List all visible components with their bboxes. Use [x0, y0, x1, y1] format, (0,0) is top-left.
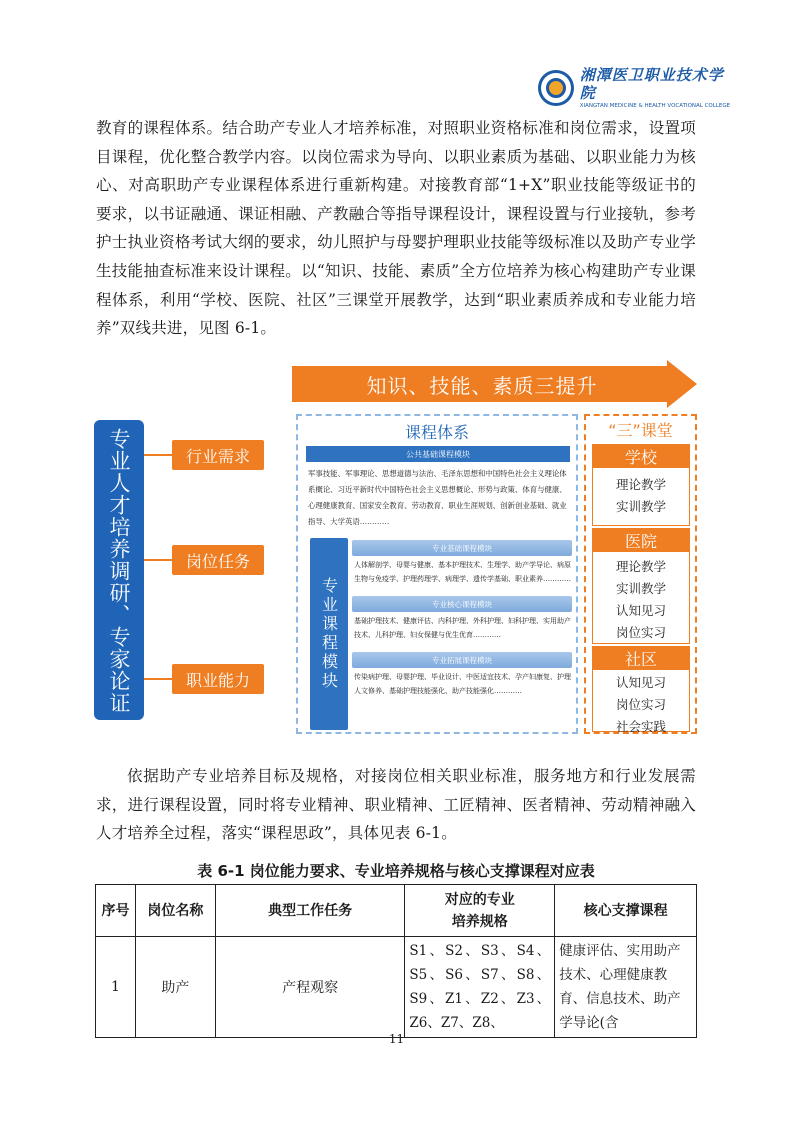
header-core: 核心支撑课程: [555, 885, 697, 937]
module-basic-text: 人体解剖学、母婴与健康、基本护理技术、生理学、助产学导论、病原生物与免疫学、护理药理学、病理学、遗传学基础、职业素养…………: [354, 561, 571, 583]
classroom-community-list: [592, 670, 690, 732]
course-system-box: [296, 414, 578, 734]
list-item: 社会实践: [615, 719, 666, 734]
body-paragraph-2: 依据助产专业培养目标及规格，对接岗位相关职业标准，服务地方和行业发展需求，进行课程设置，同时将专业精神、职业精神、工匠精神、医者精神、劳动精神融入人才培养全过程，落实“课程思政”，具体见表 6-1。: [96, 767, 696, 843]
figure-6-1: [92, 360, 702, 745]
correspondence-table: [95, 884, 697, 1038]
list-item: 实训教学: [615, 581, 666, 596]
table-header-row: [96, 885, 697, 937]
list-item: 理论教学: [615, 477, 666, 492]
research-bar: [94, 420, 144, 720]
arrow-label: 知识、技能、素质三提升: [366, 373, 598, 398]
college-name-en: XIANGTAN MEDICINE & HEALTH VOCATIONAL COLLEGE: [579, 103, 731, 109]
college-name-cn: 湘潭医卫职业技术学院: [579, 66, 724, 102]
classroom-school-list: [592, 468, 690, 526]
college-seal-icon: [538, 70, 574, 106]
college-logo: [538, 66, 738, 110]
module-core-text: 基础护理技术、健康评估、内科护理、外科护理、妇科护理、实用助产技术、儿科护理、妇女保健与优生优育…………: [354, 617, 571, 639]
professional-module-label: 专业课程模块: [310, 538, 348, 730]
classroom-hospital: 医院: [592, 528, 690, 552]
cell-core: 健康评估、实用助产技术、心理健康教育、信息技术、助产学导论(含: [555, 937, 697, 1038]
need-industry: 行业需求: [172, 440, 264, 470]
table-row: [96, 937, 697, 1038]
module-core-bar: 专业核心课程模块: [352, 596, 572, 612]
three-classrooms-title: “三”课堂: [608, 421, 673, 440]
table-title: 表 6-1 岗位能力要求、专业培养规格与核心支撑课程对应表: [197, 862, 595, 880]
cell-no: 1: [96, 937, 136, 1038]
page-number: 11: [388, 1032, 405, 1046]
module-extension-text: 传染病护理、母婴护理、毕业设计、中医适宜技术、孕产妇康复、护理人文修养、基础护理技能强化、助产技能强化…………: [354, 673, 571, 695]
header-post: 岗位名称: [135, 885, 215, 937]
cell-task: 产程观察: [215, 937, 405, 1038]
list-item: 理论教学: [615, 559, 666, 574]
cell-post: 助产: [135, 937, 215, 1038]
public-module-text: 军事技能、军事理论、思想道德与法治、毛泽东思想和中国特色社会主义理论体系概论、习近平新时代中国特色社会主义思想概论、形势与政策、体育与健康、心理健康教育、国家安全教育、劳动教育、职业生涯规划、创新创业基础、就业指导、大学英语…………: [308, 469, 567, 526]
body-paragraph-1: 教育的课程体系。结合助产专业人才培养标准，对照职业资格标准和岗位需求，设置项目课程，优化整合教学内容。以岗位需求为导向、以职业素质为基础、以职业能力为核心、对高职助产专业课程体系进行重新构建。对接教育部“1+X”职业技能等级证书的要求，以书证融通、课证相融、产教融合等指导课程设计，课程设置与行业接轨，参考护士执业资格考试大纲的要求，幼儿照护与母婴护理职业技能等级标准以及助产专业学生技能抽查标准来设计课程。以“知识、技能、素质”全方位培养为核心构建助产专业课程体系，利用“学校、医院、社区”三课堂开展教学，达到“职业素质养成和专业能力培养”双线共进，见图 6-1。: [96, 119, 696, 338]
list-item: 实训教学: [615, 499, 666, 514]
header-no: 序号: [96, 885, 136, 937]
module-extension-bar: 专业拓展课程模块: [352, 652, 572, 668]
header-task: 典型工作任务: [215, 885, 405, 937]
three-classrooms-box: [584, 414, 697, 734]
list-item: 岗位实习: [615, 697, 666, 712]
classroom-hospital-list: [592, 552, 690, 644]
need-ability: 职业能力: [172, 664, 264, 694]
research-bar-label: 专业人才培养调研、专家论证: [107, 428, 131, 714]
list-item: 认知见习: [615, 603, 666, 618]
list-item: 岗位实习: [615, 625, 666, 640]
public-module-bar: 公共基础课程模块: [306, 446, 570, 462]
module-basic-bar: 专业基础课程模块: [352, 540, 572, 556]
list-item: 认知见习: [615, 675, 666, 690]
connector-lines: [144, 420, 174, 720]
need-post-task: 岗位任务: [172, 545, 264, 575]
header-spec: 对应的专业 培养规格: [405, 885, 555, 937]
cell-spec: S1、S2、S3、S4、S5、S6、S7、S8、S9、Z1、Z2、Z3、Z6、Z7、Z8、: [405, 937, 555, 1038]
course-system-title: 课程体系: [404, 423, 469, 442]
classroom-community: 社区: [592, 646, 690, 670]
classroom-school: 学校: [592, 444, 690, 468]
